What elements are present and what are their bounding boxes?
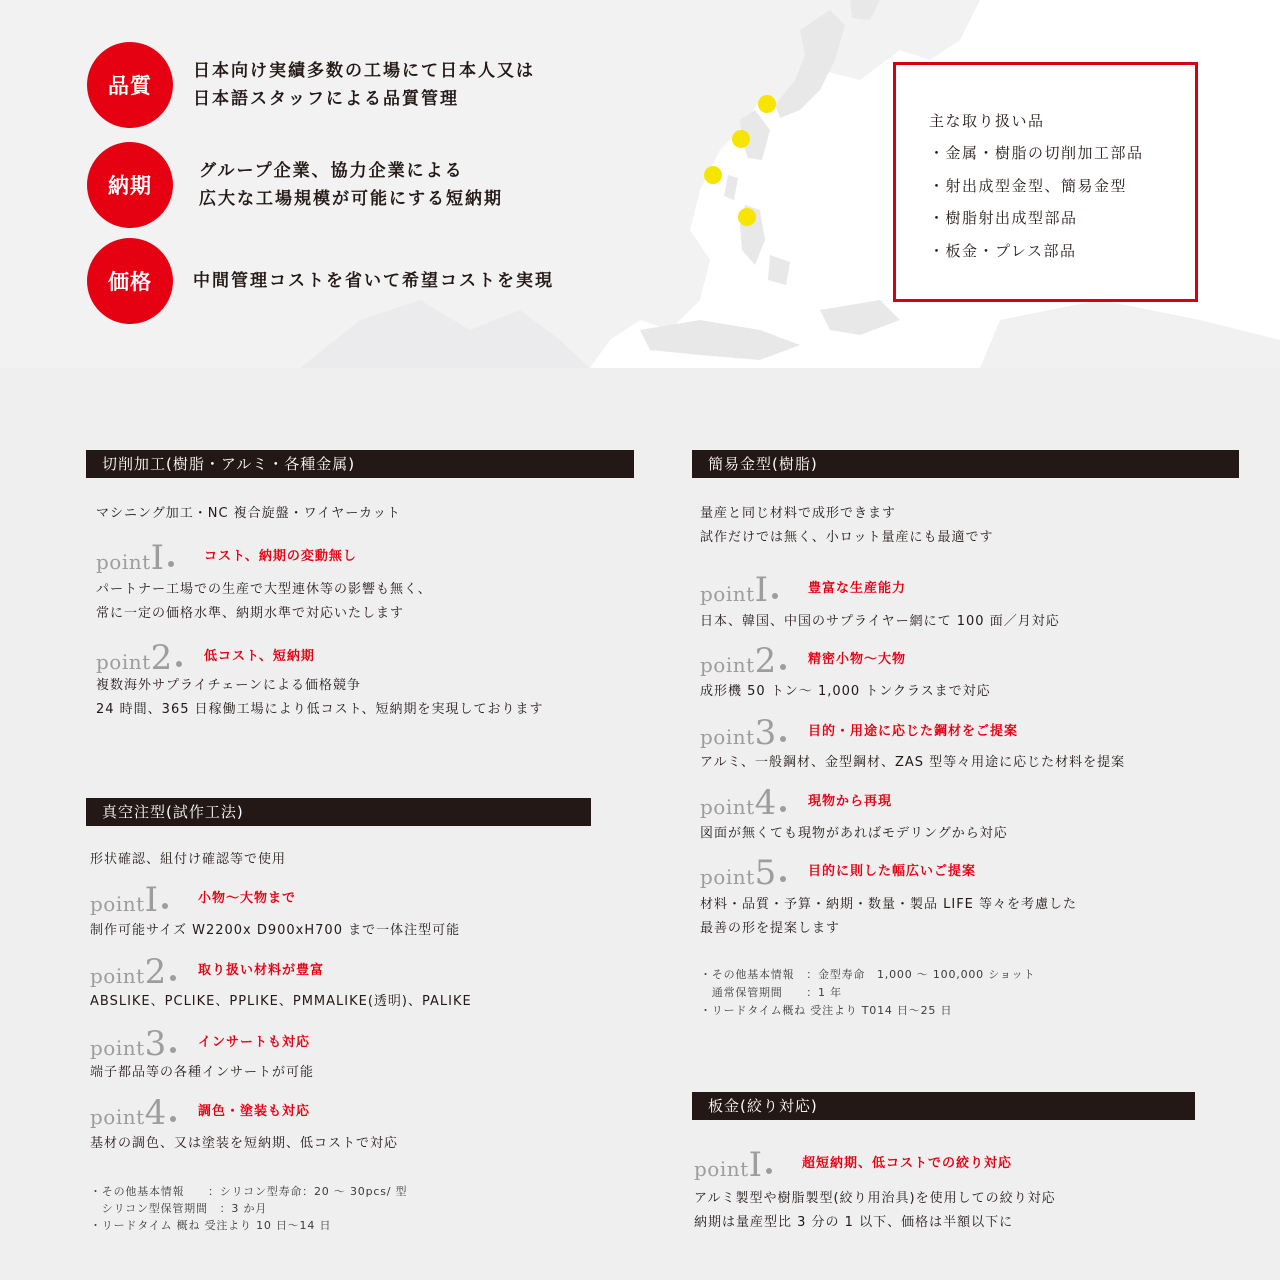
feature-delivery xyxy=(87,142,707,228)
vacuum-heading: 真空注型(試作工法) xyxy=(86,798,591,826)
factory-marker xyxy=(732,130,750,148)
products-item: ・金属・樹脂の切削加工部品 xyxy=(929,144,1144,162)
point-number: I xyxy=(150,538,165,578)
cutting-point-1 xyxy=(96,538,596,578)
vacuum-intro: 形状確認、組付け確認等で使用 xyxy=(90,852,287,867)
simple-mold-heading: 簡易金型(樹脂) xyxy=(692,450,1239,478)
point-label: point xyxy=(700,725,755,749)
point-body: 端子都品等の各種インサートが可能 xyxy=(90,1065,315,1080)
factory-marker xyxy=(758,95,776,113)
feature-price xyxy=(87,238,707,324)
cutting-intro: マシニング加工・NC 複合旋盤・ワイヤーカット xyxy=(96,506,401,521)
point-number: I xyxy=(754,570,769,610)
products-title: 主な取り扱い品 xyxy=(929,112,1045,130)
vacuum-point-4 xyxy=(90,1093,570,1133)
sheet-metal-heading: 板金(絞り対応) xyxy=(692,1092,1195,1120)
point-label: point xyxy=(90,1036,145,1060)
factory-marker xyxy=(738,208,756,226)
vacuum-point-2 xyxy=(90,952,570,992)
point-body: 図面が無くても現物があればモデリングから対応 xyxy=(700,826,1008,841)
point-title: インサートも対応 xyxy=(198,1035,311,1050)
products-box xyxy=(893,62,1198,302)
point-title: 目的・用途に応じた鋼材をご提案 xyxy=(808,724,1019,739)
point-label: point xyxy=(90,964,145,988)
point-number: 2 xyxy=(150,638,173,678)
point-body: 基材の調色、又は塗装を短納期、低コストで対応 xyxy=(90,1136,399,1151)
top-banner xyxy=(0,0,1280,368)
simple-mold-point-4 xyxy=(700,783,1240,823)
delivery-badge: 納期 xyxy=(87,142,173,228)
point-label: point xyxy=(700,865,755,889)
point-title: 目的に則した幅広いご提案 xyxy=(808,864,977,879)
simple-mold-point-1 xyxy=(700,570,1240,610)
sheet-metal-point-1 xyxy=(694,1145,1234,1185)
simple-mold-note: ・リードタイム概ね 受注より T014 日～25 日 xyxy=(700,1004,953,1017)
point-body: ABSLIKE、PCLIKE、PPLIKE、PMMALIKE(透明)、PALIKE xyxy=(90,994,472,1009)
vacuum-note: ・リードタイム 概ね 受注より 10 日～14 日 xyxy=(90,1219,332,1232)
point-body: 複数海外サプライチェーンによる価格競争 24 時間、365 日稼働工場により低コスト、短納期を実現しております xyxy=(96,678,544,717)
quality-badge: 品質 xyxy=(87,42,173,128)
delivery-text: グループ企業、協力企業による 広大な工場規模が可能にする短納期 xyxy=(199,161,503,209)
point-label: point xyxy=(700,795,755,819)
point-number: 4 xyxy=(144,1093,167,1133)
point-number: 3 xyxy=(144,1024,167,1064)
point-title: 調色・塗装も対応 xyxy=(198,1104,311,1119)
point-number: 2 xyxy=(754,641,777,681)
vacuum-note: ・その他基本情報 ：シリコン型寿命：20 ～ 30pcs/ 型 xyxy=(90,1185,408,1198)
point-title: 小物～大物まで xyxy=(198,891,297,906)
quality-text: 日本向け実績多数の工場にて日本人又は 日本語スタッフによる品質管理 xyxy=(193,61,535,109)
vacuum-point-3 xyxy=(90,1024,570,1064)
point-label: point xyxy=(700,653,755,677)
feature-quality xyxy=(87,42,707,128)
point-body: 成形機 50 トン～ 1,000 トンクラスまで対応 xyxy=(700,684,991,699)
point-body: アルミ、一般鋼材、金型鋼材、ZAS 型等々用途に応じた材料を提案 xyxy=(700,755,1126,770)
price-text: 中間管理コストを省いて希望コストを実現 xyxy=(193,271,554,291)
vacuum-note: シリコン型保管期間 ：3 か月 xyxy=(90,1202,268,1215)
point-title: 取り扱い材料が豊富 xyxy=(198,963,325,978)
point-title: 低コスト、短納期 xyxy=(204,649,315,664)
point-body: パートナー工場での生産で大型連休等の影響も無く、 常に一定の価格水準、納期水準で対応いたします xyxy=(96,582,432,621)
point-title: 豊富な生産能力 xyxy=(808,581,907,596)
point-label: point xyxy=(90,1105,145,1129)
point-number: I xyxy=(144,880,159,920)
point-body: 日本、韓国、中国のサプライヤー網にて 100 面／月対応 xyxy=(700,614,1060,629)
products-item: ・樹脂射出成型部品 xyxy=(929,209,1078,227)
point-number: 5 xyxy=(754,853,777,893)
point-title: 超短納期、低コストでの絞り対応 xyxy=(802,1156,1013,1171)
point-label: point xyxy=(96,550,151,574)
point-title: コスト、納期の変動無し xyxy=(204,549,357,564)
point-number: I xyxy=(748,1145,763,1185)
products-item: ・射出成型金型、簡易金型 xyxy=(929,176,1128,195)
simple-mold-note: 通常保管期間 ：1 年 xyxy=(700,986,842,999)
vacuum-point-1 xyxy=(90,880,570,920)
point-label: point xyxy=(90,892,145,916)
simple-mold-point-5 xyxy=(700,853,1240,893)
point-number: 2 xyxy=(144,952,167,992)
point-title: 現物から再現 xyxy=(808,794,893,809)
point-number: 4 xyxy=(754,783,777,823)
point-title: 精密小物～大物 xyxy=(808,652,907,667)
point-number: 3 xyxy=(754,713,777,753)
simple-mold-point-2 xyxy=(700,641,1240,681)
cutting-point-2 xyxy=(96,638,596,678)
point-label: point xyxy=(96,650,151,674)
products-item: ・板金・プレス部品 xyxy=(929,241,1077,260)
price-badge: 価格 xyxy=(87,238,173,324)
simple-mold-point-3 xyxy=(700,713,1240,753)
point-label: point xyxy=(694,1157,749,1181)
point-body: 制作可能サイズ W2200x D900xH700 まで一体注型可能 xyxy=(90,923,461,938)
point-body: 材料・品質・予算・納期・数量・製品 LIFE 等々を考慮した 最善の形を提案します xyxy=(700,897,1078,936)
cutting-heading: 切削加工(樹脂・アルミ・各種金属) xyxy=(86,450,634,478)
simple-mold-note: ・その他基本情報 ：金型寿命 1,000 ～ 100,000 ショット xyxy=(700,968,1036,981)
simple-mold-intro: 量産と同じ材料で成形できます 試作だけでは無く、小ロット量産にも最適です xyxy=(700,506,994,545)
point-label: point xyxy=(700,582,755,606)
point-body: アルミ製型や樹脂製型(絞り用治具)を使用しての絞り対応 納期は量産型比 3 分の 1 以下、価格は半額以下に xyxy=(694,1191,1056,1230)
